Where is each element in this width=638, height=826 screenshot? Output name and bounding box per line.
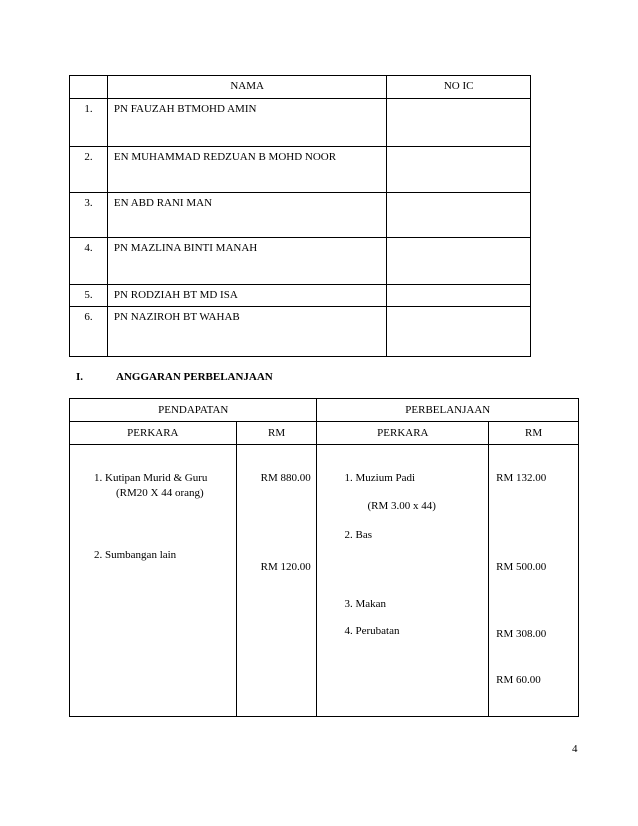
row-ic xyxy=(387,307,531,357)
table-row xyxy=(70,238,531,285)
row-ic xyxy=(387,99,531,147)
row-number: 4. xyxy=(70,238,108,285)
row-number: 3. xyxy=(70,193,108,238)
row-name: EN MUHAMMAD REDZUAN B MOHD NOOR xyxy=(107,147,386,193)
expense-item-label: 4. Perubatan xyxy=(344,625,400,637)
expense-amount: RM 60.00 xyxy=(496,674,541,686)
income-amount: RM 120.00 xyxy=(260,561,311,573)
income-amounts-cell xyxy=(236,445,317,717)
expense-rm-header: RM xyxy=(489,422,579,445)
income-items-cell xyxy=(70,445,237,717)
budget-group-header-row xyxy=(70,399,579,422)
row-number: 1. xyxy=(70,99,108,147)
row-name: PN FAUZAH BTMOHD AMIN xyxy=(107,99,386,147)
row-ic xyxy=(387,147,531,193)
budget-column-header-row xyxy=(70,422,579,445)
income-item-header: PERKARA xyxy=(70,422,237,445)
expense-amount: RM 308.00 xyxy=(496,628,547,640)
table-header-row xyxy=(70,76,531,99)
names-table xyxy=(69,75,531,357)
income-item-label: 2. Sumbangan lain xyxy=(94,549,177,561)
row-name: PN MAZLINA BINTI MANAH xyxy=(107,238,386,285)
row-number: 6. xyxy=(70,307,108,357)
header-ic: NO IC xyxy=(387,76,531,99)
budget-body-row xyxy=(70,445,579,717)
row-number: 5. xyxy=(70,285,108,307)
table-row xyxy=(70,285,531,307)
expense-item-label: 3. Makan xyxy=(344,598,387,610)
section-number: I. xyxy=(76,371,84,383)
expense-item-label: 2. Bas xyxy=(344,529,372,541)
row-name: PN RODZIAH BT MD ISA xyxy=(107,285,386,307)
row-ic xyxy=(387,193,531,238)
budget-table xyxy=(69,398,579,717)
expense-amounts-cell xyxy=(489,445,579,717)
income-item-label: 1. Kutipan Murid & Guru xyxy=(94,472,208,484)
page-number: 4 xyxy=(572,743,578,755)
section-heading xyxy=(76,371,273,383)
row-ic xyxy=(387,285,531,307)
table-row xyxy=(70,147,531,193)
header-blank xyxy=(70,76,108,99)
row-number: 2. xyxy=(70,147,108,193)
expense-amount: RM 132.00 xyxy=(496,472,547,484)
row-name: EN ABD RANI MAN xyxy=(107,193,386,238)
header-name: NAMA xyxy=(107,76,386,99)
income-header: PENDAPATAN xyxy=(70,399,317,422)
row-name: PN NAZIROH BT WAHAB xyxy=(107,307,386,357)
income-rm-header: RM xyxy=(236,422,317,445)
expense-amount: RM 500.00 xyxy=(496,561,547,573)
expense-header: PERBELANJAAN xyxy=(317,399,579,422)
row-ic xyxy=(387,238,531,285)
income-amount: RM 880.00 xyxy=(260,472,311,484)
expense-item-label: 1. Muzium Padi xyxy=(344,472,416,484)
expense-item-sub: (RM 3.00 x 44) xyxy=(367,500,436,512)
income-item-sub: (RM20 X 44 orang) xyxy=(116,487,204,499)
section-title: ANGGARAN PERBELANJAAN xyxy=(116,371,273,383)
expense-items-cell xyxy=(317,445,489,717)
table-row xyxy=(70,307,531,357)
table-row xyxy=(70,99,531,147)
table-row xyxy=(70,193,531,238)
expense-item-header: PERKARA xyxy=(317,422,489,445)
